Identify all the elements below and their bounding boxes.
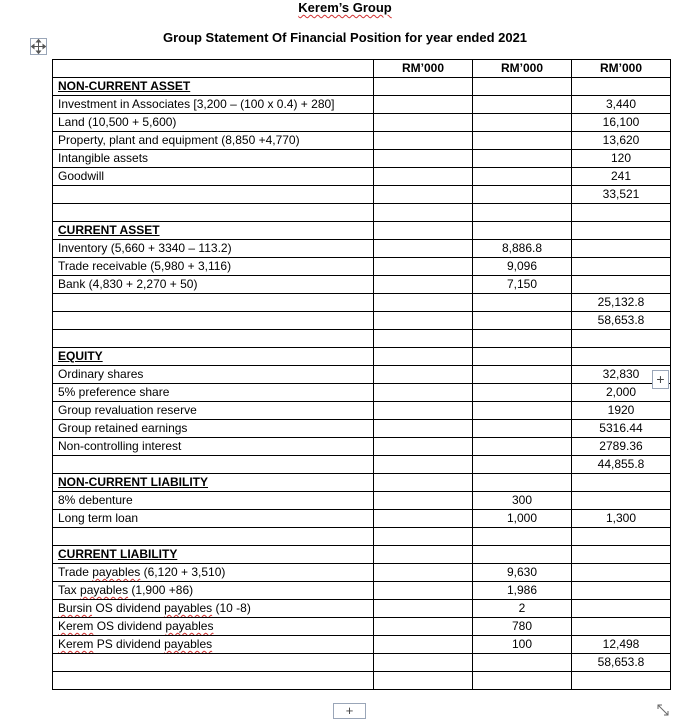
row-value-cell[interactable] [572,330,671,348]
amount-value: 44,855.8 [597,457,645,471]
row-value-cell[interactable] [572,672,671,690]
row-value-cell[interactable] [473,402,572,420]
resize-arrows-icon [655,702,671,718]
amount-value: 5316.44 [599,421,643,435]
line-item-label: Bank (4,830 + 2,270 + 50) [58,277,198,291]
line-item-label: Ordinary shares [58,367,144,381]
section-heading: CURRENT LIABILITY [58,547,178,561]
row-value-cell[interactable] [572,96,671,114]
row-value-cell[interactable] [473,240,572,258]
add-row-button[interactable]: + [652,370,669,389]
row-value-cell[interactable] [473,636,572,654]
row-value-cell[interactable] [374,474,473,492]
amount-value: 120 [610,151,632,165]
row-value-cell[interactable] [473,438,572,456]
row-label-cell[interactable] [53,168,374,186]
row-value-cell[interactable] [374,150,473,168]
row-value-cell[interactable] [473,672,572,690]
row-label-cell[interactable] [53,222,374,240]
table-row [53,366,671,384]
row-label-cell[interactable] [53,96,374,114]
row-value-cell[interactable] [473,330,572,348]
row-value-cell[interactable] [374,78,473,96]
table-row [53,330,671,348]
amount-value: 241 [610,169,632,183]
table-row [53,204,671,222]
amount-value: 3,440 [605,97,637,111]
table-row [53,78,671,96]
row-value-cell[interactable] [473,618,572,636]
table-row [53,168,671,186]
row-value-cell[interactable] [374,510,473,528]
row-label-cell[interactable] [53,582,374,600]
line-item-label: 5% preference share [58,385,170,399]
row-value-cell[interactable] [473,222,572,240]
row-label-cell[interactable] [53,294,374,312]
row-value-cell[interactable] [374,96,473,114]
amount-value: 25,132.8 [597,295,645,309]
row-value-cell[interactable] [473,96,572,114]
row-value-cell[interactable] [374,636,473,654]
amount-value: 2 [518,601,526,615]
row-label-cell[interactable] [53,564,374,582]
amount-value: 8,886.8 [501,241,543,255]
row-value-cell[interactable] [374,438,473,456]
row-value-cell[interactable] [572,204,671,222]
header-cell-col3[interactable]: RM’000 [473,60,572,78]
table-row [53,258,671,276]
table-row [53,546,671,564]
table-row [53,348,671,366]
line-item-label: Property, plant and equipment (8,850 +4,770) [58,133,300,147]
row-label-cell[interactable] [53,492,374,510]
statement-subtitle: Group Statement Of Financial Position for year ended 2021 [162,30,528,45]
row-value-cell[interactable] [572,258,671,276]
section-heading: NON-CURRENT ASSET [58,79,191,93]
row-value-cell[interactable] [374,492,473,510]
row-value-cell[interactable] [473,168,572,186]
table-row [53,420,671,438]
row-value-cell[interactable] [572,474,671,492]
row-label-cell[interactable] [53,114,374,132]
row-value-cell[interactable] [473,582,572,600]
header-cell-label[interactable] [53,60,374,78]
row-value-cell[interactable] [473,510,572,528]
table-resize-handle[interactable] [655,702,671,718]
amount-value: 12,498 [602,637,640,651]
row-value-cell[interactable] [572,312,671,330]
table-row [53,96,671,114]
line-item-label: Trade payables (6,120 + 3,510) [58,565,226,579]
row-value-cell[interactable] [572,492,671,510]
row-value-cell[interactable] [572,114,671,132]
move-arrows-icon [31,39,46,54]
row-value-cell[interactable] [374,186,473,204]
row-value-cell[interactable] [572,438,671,456]
amount-value: 33,521 [602,187,640,201]
row-value-cell[interactable] [473,492,572,510]
row-value-cell[interactable] [374,204,473,222]
document-title [0,0,690,15]
line-item-label: Long term loan [58,511,139,525]
row-label-cell[interactable] [53,78,374,96]
row-value-cell[interactable] [374,114,473,132]
row-label-cell[interactable] [53,384,374,402]
row-value-cell[interactable] [374,402,473,420]
line-item-label: Investment in Associates [3,200 – (100 x 0.4) + 280] [58,97,335,111]
row-value-cell[interactable] [473,312,572,330]
row-value-cell[interactable] [572,150,671,168]
row-value-cell[interactable] [572,186,671,204]
row-label-cell[interactable] [53,258,374,276]
row-label-cell[interactable] [53,672,374,690]
row-value-cell[interactable] [572,420,671,438]
table-row [53,582,671,600]
row-value-cell[interactable] [473,150,572,168]
row-value-cell[interactable] [572,546,671,564]
row-value-cell[interactable] [374,312,473,330]
row-label-cell[interactable] [53,528,374,546]
section-heading: CURRENT ASSET [58,223,160,237]
line-item-label: Trade receivable (5,980 + 3,116) [58,259,232,273]
row-value-cell[interactable] [572,510,671,528]
row-label-cell[interactable] [53,330,374,348]
table-row [53,510,671,528]
row-value-cell[interactable] [374,168,473,186]
table-row [53,114,671,132]
row-value-cell[interactable] [572,132,671,150]
row-value-cell[interactable] [374,294,473,312]
row-value-cell[interactable] [572,78,671,96]
row-label-cell[interactable] [53,456,374,474]
row-label-cell[interactable] [53,402,374,420]
line-item-label: Tax payables (1,900 +86) [58,583,194,597]
amount-value: 58,653.8 [597,655,645,669]
row-value-cell[interactable] [374,420,473,438]
amount-value: 1,300 [605,511,637,525]
row-value-cell[interactable] [572,348,671,366]
row-value-cell[interactable] [374,564,473,582]
amount-value: 300 [511,493,533,507]
row-value-cell[interactable] [374,672,473,690]
add-column-button[interactable]: + [333,703,366,719]
table-row [53,618,671,636]
row-value-cell[interactable] [572,582,671,600]
row-value-cell[interactable] [374,222,473,240]
financial-position-table [52,59,671,690]
header-cell-col2[interactable]: RM’000 [374,60,473,78]
line-item-label: Group revaluation reserve [58,403,197,417]
table-row [53,564,671,582]
line-item-label: Intangible assets [58,151,149,165]
row-value-cell[interactable] [572,564,671,582]
row-label-cell[interactable] [53,654,374,672]
table-row [53,672,671,690]
amount-value: 2,000 [605,385,637,399]
row-value-cell[interactable] [473,348,572,366]
table-row [53,384,671,402]
row-label-cell[interactable] [53,474,374,492]
amount-value: 13,620 [602,133,640,147]
row-value-cell[interactable] [473,654,572,672]
row-label-cell[interactable] [53,276,374,294]
row-value-cell[interactable] [572,618,671,636]
row-label-cell[interactable] [53,240,374,258]
table-row [53,492,671,510]
document-title-text: Kerem’s Group [298,0,392,15]
row-value-cell[interactable] [473,276,572,294]
amount-value: 100 [511,637,533,651]
row-label-cell[interactable] [53,420,374,438]
row-value-cell[interactable] [572,636,671,654]
row-label-cell[interactable] [53,204,374,222]
table-row [53,312,671,330]
table-row [53,438,671,456]
row-value-cell[interactable] [374,330,473,348]
line-item-label: Kerem PS dividend payables [58,637,213,651]
row-value-cell[interactable] [572,600,671,618]
row-label-cell[interactable] [53,438,374,456]
table-row [53,600,671,618]
amount-value: 32,830 [602,367,640,381]
line-item-label: Goodwill [58,169,105,183]
section-heading: EQUITY [58,349,103,363]
amount-value: 58,653.8 [597,313,645,327]
amount-value: 9,630 [506,565,538,579]
amount-value: 7,150 [506,277,538,291]
row-value-cell[interactable] [473,132,572,150]
row-value-cell[interactable] [572,240,671,258]
row-value-cell[interactable] [473,528,572,546]
row-value-cell[interactable] [374,456,473,474]
row-value-cell[interactable] [374,240,473,258]
row-label-cell[interactable] [53,636,374,654]
row-value-cell[interactable] [473,366,572,384]
row-value-cell[interactable] [473,294,572,312]
row-value-cell[interactable] [374,546,473,564]
row-label-cell[interactable] [53,366,374,384]
row-label-cell[interactable] [53,600,374,618]
table-row [53,222,671,240]
row-value-cell[interactable] [374,258,473,276]
row-value-cell[interactable] [572,294,671,312]
row-value-cell[interactable] [374,366,473,384]
row-label-cell[interactable] [53,312,374,330]
amount-value: 1920 [607,403,635,417]
row-value-cell[interactable] [473,114,572,132]
row-value-cell[interactable] [374,132,473,150]
row-value-cell[interactable] [473,258,572,276]
row-value-cell[interactable] [473,600,572,618]
row-value-cell[interactable] [572,402,671,420]
row-label-cell[interactable] [53,150,374,168]
line-item-label: Non-controlling interest [58,439,182,453]
row-value-cell[interactable] [374,528,473,546]
line-item-label: Group retained earnings [58,421,188,435]
line-item-label: Bursin OS dividend payables (10 -8) [58,601,251,615]
line-item-label: Kerem OS dividend payables [58,619,214,633]
row-value-cell[interactable] [374,384,473,402]
line-item-label: Inventory (5,660 + 3340 – 113.2) [58,241,232,255]
row-value-cell[interactable] [473,78,572,96]
line-item-label: 8% debenture [58,493,133,507]
amount-value: 9,096 [506,259,538,273]
table-row [53,294,671,312]
row-value-cell[interactable] [374,582,473,600]
row-value-cell[interactable] [572,456,671,474]
row-value-cell[interactable] [572,222,671,240]
table-row [53,186,671,204]
row-value-cell[interactable] [473,456,572,474]
row-label-cell[interactable] [53,510,374,528]
row-value-cell[interactable] [374,276,473,294]
table-row [53,402,671,420]
amount-value: 1,986 [506,583,538,597]
row-value-cell[interactable] [374,600,473,618]
line-item-label: Land (10,500 + 5,600) [58,115,177,129]
table-move-handle[interactable] [30,38,47,55]
row-value-cell[interactable] [473,474,572,492]
table-row [53,654,671,672]
row-value-cell[interactable] [473,420,572,438]
row-value-cell[interactable] [374,618,473,636]
row-value-cell[interactable] [473,204,572,222]
table-row [53,636,671,654]
table-row [53,474,671,492]
table-row [53,528,671,546]
row-value-cell[interactable] [473,384,572,402]
row-value-cell[interactable] [572,654,671,672]
row-value-cell[interactable] [374,654,473,672]
row-value-cell[interactable] [572,528,671,546]
row-value-cell[interactable] [572,168,671,186]
table-row [53,150,671,168]
table-row [53,456,671,474]
row-label-cell[interactable] [53,546,374,564]
row-value-cell[interactable] [473,186,572,204]
amount-value: 1,000 [506,511,538,525]
row-label-cell[interactable] [53,348,374,366]
row-value-cell[interactable] [473,564,572,582]
row-value-cell[interactable] [572,276,671,294]
row-label-cell[interactable] [53,618,374,636]
amount-value: 780 [511,619,533,633]
table-header-row [53,60,671,78]
section-heading: NON-CURRENT LIABILITY [58,475,208,489]
row-label-cell[interactable] [53,186,374,204]
row-value-cell[interactable] [473,546,572,564]
row-value-cell[interactable] [374,348,473,366]
amount-value: 2789.36 [599,439,643,453]
row-label-cell[interactable] [53,132,374,150]
amount-value: 16,100 [602,115,640,129]
table-row [53,132,671,150]
header-cell-col4[interactable]: RM’000 [572,60,671,78]
table-row [53,276,671,294]
table-row [53,240,671,258]
